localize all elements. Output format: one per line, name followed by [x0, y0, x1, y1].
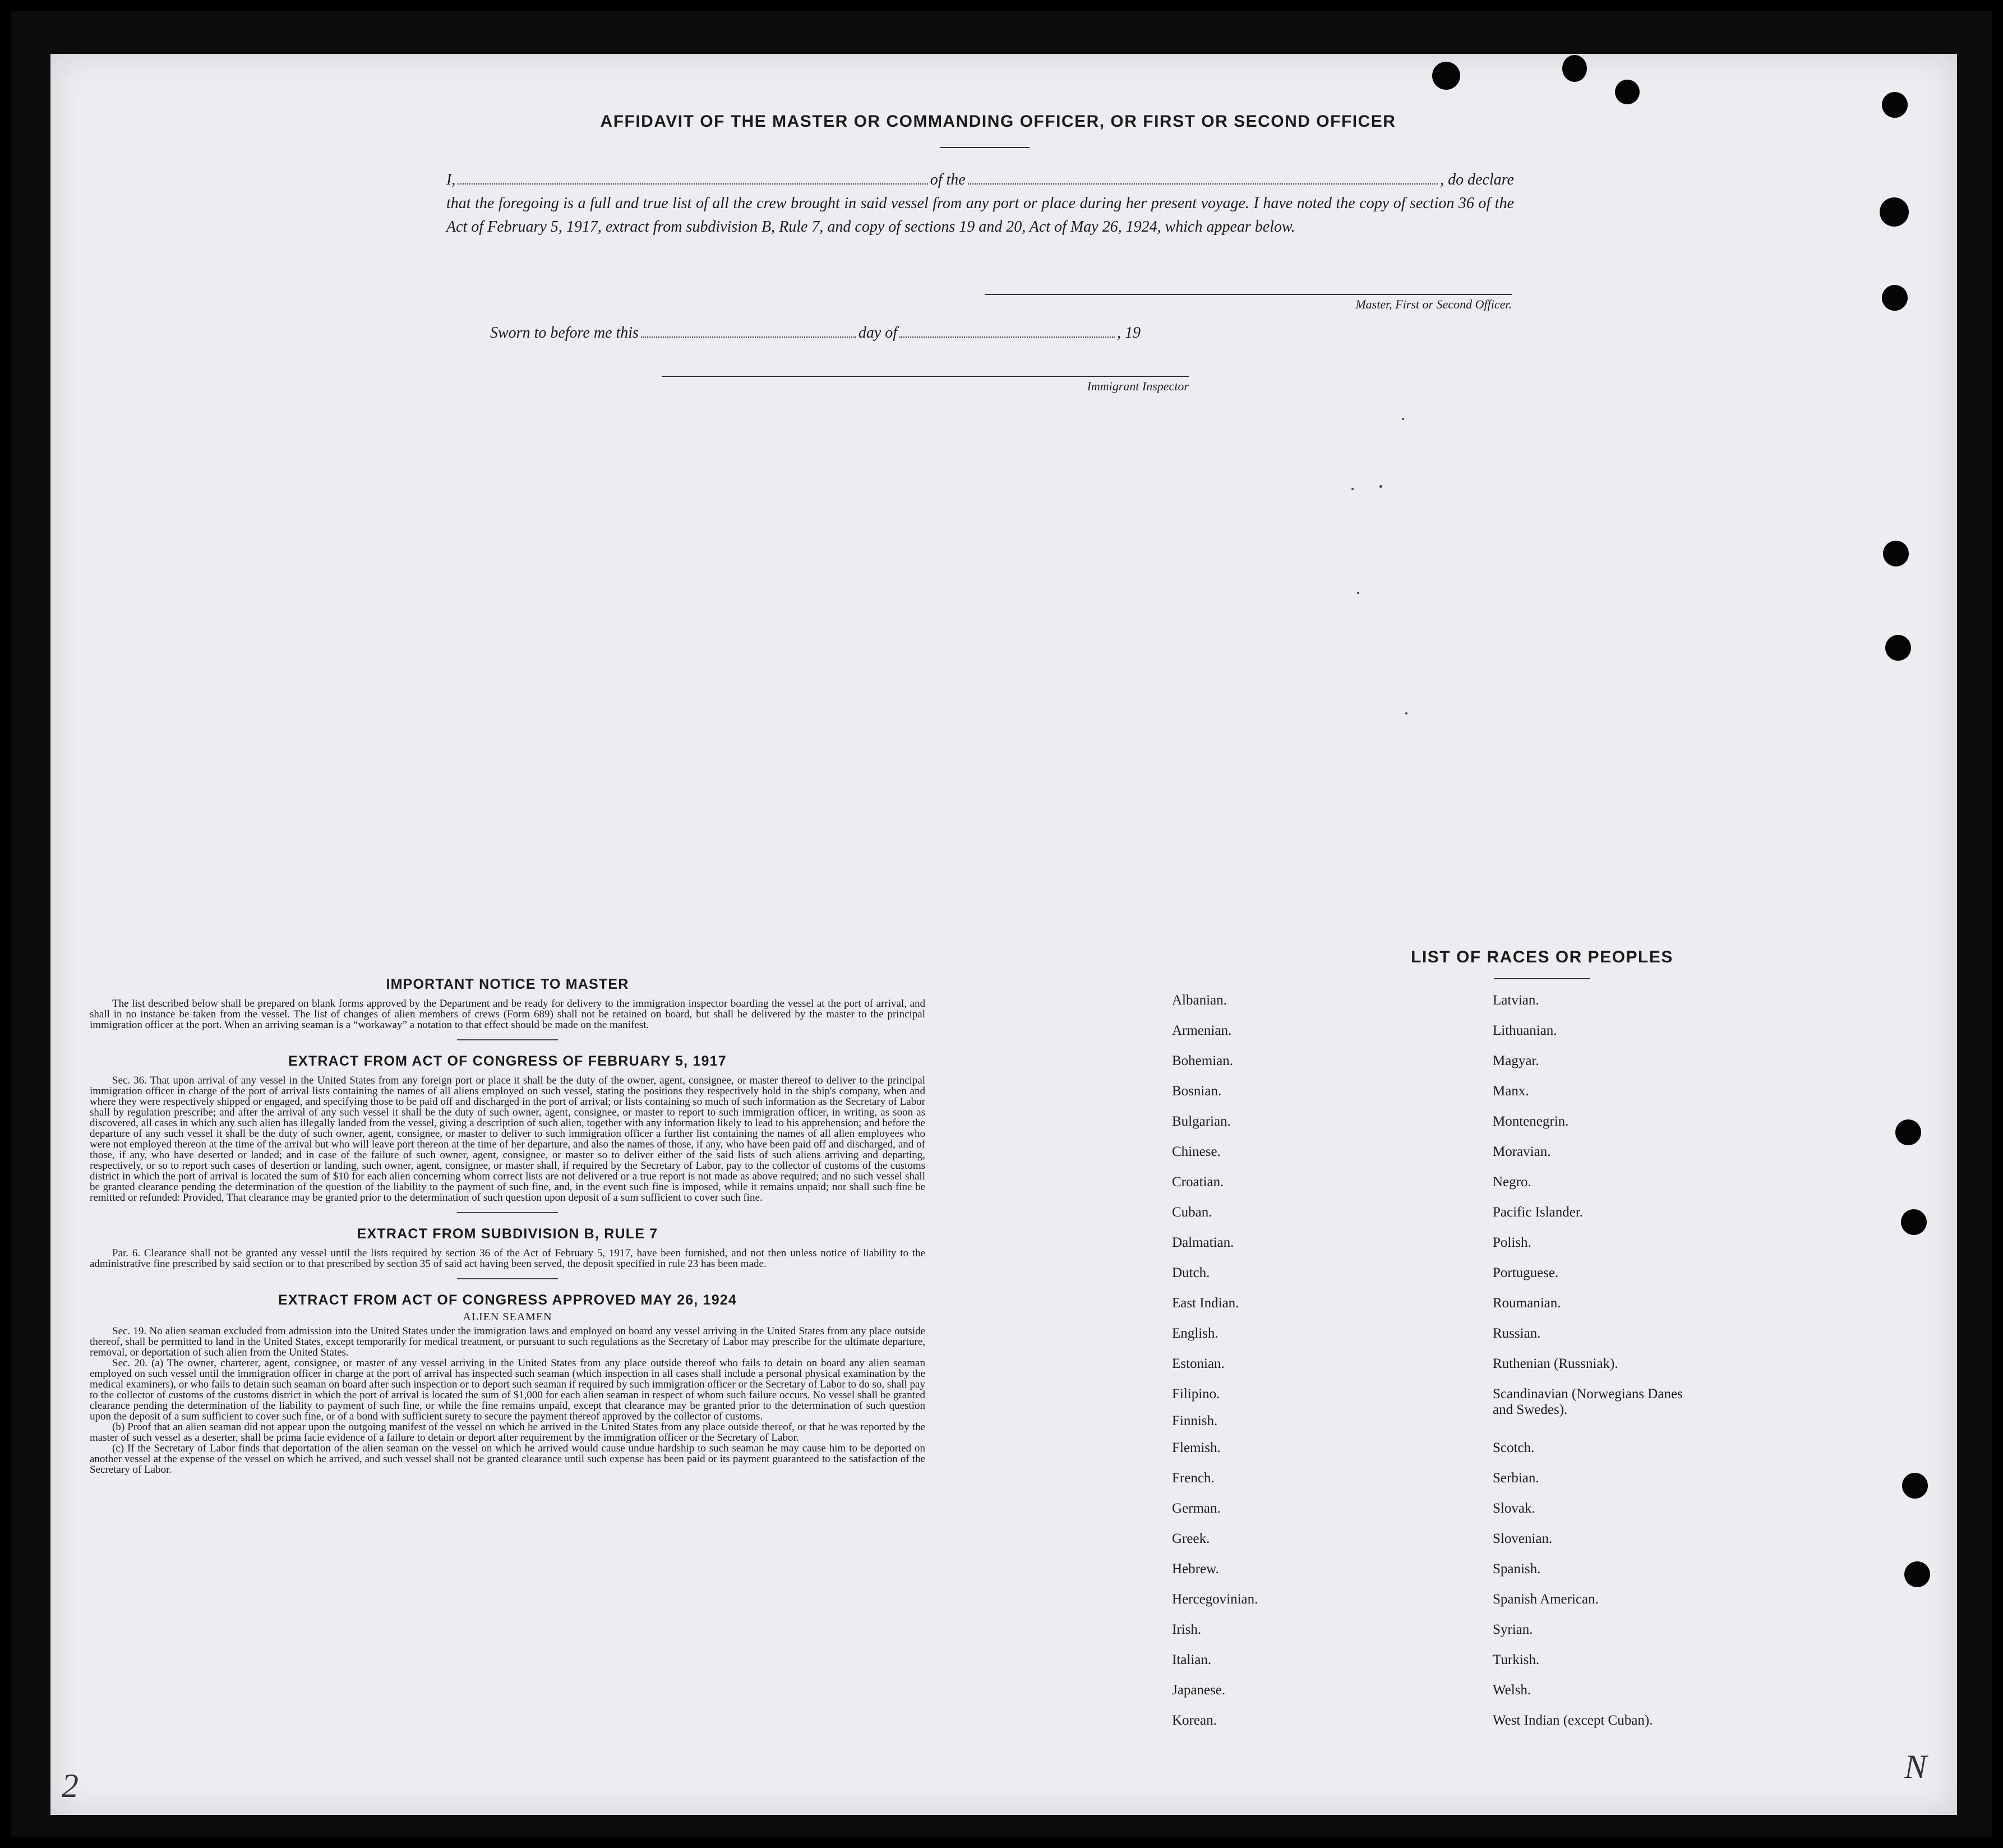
- race-item: Croatian.: [1172, 1174, 1224, 1190]
- inspector-signature-line[interactable]: [662, 376, 1189, 377]
- vessel-name-field[interactable]: [968, 171, 1438, 185]
- punch-hole: [1880, 197, 1909, 227]
- race-item: Flemish.: [1172, 1440, 1221, 1455]
- inspector-signature-caption: Immigrant Inspector: [1087, 379, 1189, 393]
- punch-hole: [1904, 1561, 1930, 1587]
- affidavit-statement: that the foregoing is a full and true list of all the crew brought in said vessel from any port or place during her present voyage. I have noted the copy of section 36 of the Act of February 5, 1917, extract from subdivision B, Rule 7, and copy of sections 19 and 20, Act of May 26, 1924, which appear below.: [446, 195, 1514, 236]
- race-item: Bosnian.: [1172, 1084, 1222, 1099]
- punch-hole: [1615, 80, 1640, 104]
- sworn-day-field[interactable]: [641, 324, 856, 338]
- race-item: Hebrew.: [1172, 1561, 1219, 1577]
- race-item: Hercegovinian.: [1172, 1592, 1258, 1607]
- ink-speck: [1357, 592, 1359, 594]
- affidavit-body: [446, 168, 1514, 239]
- notices-column: [90, 976, 925, 1475]
- race-item: Latvian.: [1493, 993, 1539, 1008]
- handwritten-page-number: 2: [62, 1767, 79, 1804]
- section-divider: [457, 1039, 558, 1040]
- notice-title: IMPORTANT NOTICE TO MASTER: [386, 976, 629, 992]
- handwritten-mark: N: [1904, 1748, 1927, 1785]
- declare-label: , do declare: [1440, 171, 1514, 188]
- race-item: Ruthenian (Russniak).: [1493, 1356, 1618, 1371]
- section-divider: [457, 1278, 558, 1279]
- extract-1924-title: EXTRACT FROM ACT OF CONGRESS APPROVED MAY 26, 1924: [278, 1292, 737, 1308]
- race-item: East Indian.: [1172, 1296, 1239, 1311]
- races-right-column: [1493, 993, 1807, 1739]
- extract-1917-text: Sec. 36. That upon arrival of any vessel in the United States from any foreign port or place it shall be the duty of the owner, agent, consignee, or master thereof to deliver to the principal immigration officer in charge of the port of arrival lists containing the names of all aliens employed on such vessel, stating the positions they respectively hold in the ship's company, when and where they were respectively shipped or engaged, and specifying those to be paid off and discharged in the port of arrival; or lists containing so much of such information as the Secretary of Labor shall by regulation prescribe; and after the arrival of any such vessel it shall be the duty of such owner, agent, consignee, or master to report to such immigration officer, in writing, as soon as discovered, all cases in which any such alien has illegally landed from the vessel, giving a description of such alien, together with any information likely to lead to his apprehension; and before the departure of any such vessel it shall be the duty of such owner, agent, consignee, or master to deliver to such immigration officer a further list containing the names of all alien employees who were not employed thereon at the time of the arrival but who will leave port thereon at the time of her departure, and also the names of those, if any, who have been paid off and discharged, and of those, if any, who have deserted or landed; and in case of the failure of such owner, agent, consignee, or master so to deliver either of the said lists of such aliens arriving and departing, respectively, or so to report such cases of desertion or landing, such owner, agent, consignee, or master shall, if required by the Secretary of Labor, pay to the collector of customs of the customs district in which the port of arrival is located the sum of $10 for each alien concerning whom correct lists are not delivered or a true report is not made as above required; and no such vessel shall be granted clearance pending the determination of the question of the liability to the payment of such fine, and, in the event such fine is imposed, while it remains unpaid; nor shall such fine be remitted or refunded: Provided, That clearance may be granted prior to the determination of such question upon deposit of a sum sufficient to cover such fine.: [90, 1075, 925, 1204]
- extract-rule7-title: EXTRACT FROM SUBDIVISION B, RULE 7: [357, 1226, 658, 1242]
- notice-text: The list described below shall be prepared on blank forms approved by the Department and be ready for delivery to the immigration inspector boarding the vessel at the port of arrival, and shall in no instance be taken from the vessel. The list of changes of alien members of crews (Form 689) shall not be retained on board, but shall be delivered by the master to the principal immigration officer at the port. When an arriving seaman is a “workaway” a notation to that effect should be made on the manifest.: [90, 998, 925, 1031]
- extract-1924-sec20a: Sec. 20. (a) The owner, charterer, agent, consignee, or master of any vessel arriving in the United States from any place outside thereof who fails to detain on board any alien seaman employed on such vessel until the immigration officer in charge at the port of arrival has inspected such seaman (which inspection in all cases shall include a personal physical examination by the medical examiners), or who fails to detain such seaman on board after such inspection or to deport such seaman if required by such immigration officer or the Secretary of Labor to do so, shall pay to the collector of customs of the customs district in which the port of arrival is located the sum of $1,000 for each alien seaman in respect of whom such failure occurs. No vessel shall be granted clearance pending the determination of the liability to payment of such fine, or while the fine remains unpaid, except that clearance may be granted prior to the determination of such question upon the deposit of a sum sufficient to cover such fine, or of a bond with sufficient surety to secure the payment thereof approved by the collector of customs.: [90, 1357, 925, 1422]
- race-item: Slovak.: [1493, 1501, 1535, 1516]
- section-divider: [457, 1212, 558, 1213]
- race-item: Serbian.: [1493, 1471, 1539, 1486]
- race-item: Finnish.: [1172, 1413, 1218, 1428]
- affidavit-declaration-line: [446, 168, 1514, 192]
- race-item: German.: [1172, 1501, 1221, 1516]
- vessel-label: of the: [930, 171, 966, 188]
- race-item: Moravian.: [1493, 1144, 1551, 1159]
- race-item: Polish.: [1493, 1235, 1531, 1250]
- race-item: Spanish American.: [1493, 1592, 1599, 1607]
- extract-rule7-text: Par. 6. Clearance shall not be granted any vessel until the lists required by section 36 of the Act of February 5, 1917, have been furnished, and not then unless notice of liability to the administrative fine prescribed by said section or to that prescribed by section 35 of said act having been served, the deposit specified in rule 23 has been made.: [90, 1247, 925, 1270]
- sworn-label: Sworn to before me this: [490, 324, 639, 342]
- extract-1924-sec20c: (c) If the Secretary of Labor finds that deportation of the alien seaman on the vessel on which he arrived would cause undue hardship to such seaman he may cause him to be deported on another vessel at the expense of the vessel on which he arrived, and such vessel shall not be granted clearance until such expense has been paid or its payment guaranteed to the satisfaction of the Secretary of Labor.: [90, 1443, 925, 1476]
- officer-signature-caption: Master, First or Second Officer.: [1355, 297, 1512, 311]
- punch-hole: [1902, 1473, 1928, 1499]
- title-rule: [940, 147, 1030, 148]
- punch-hole: [1895, 1119, 1921, 1145]
- race-item: Pacific Islander.: [1493, 1205, 1584, 1220]
- race-item: Bulgarian.: [1172, 1114, 1231, 1129]
- race-item: Scandinavian (Norwegians Danes and Swedes).: [1493, 1386, 1683, 1417]
- races-title: LIST OF RACES OR PEOPLES: [1411, 948, 1673, 966]
- race-item: Chinese.: [1172, 1144, 1221, 1159]
- punch-hole: [1885, 635, 1911, 661]
- race-item: Greek.: [1172, 1531, 1210, 1546]
- race-item: Welsh.: [1493, 1683, 1531, 1698]
- race-item: Filipino.: [1172, 1386, 1220, 1402]
- ink-speck: [1351, 488, 1354, 490]
- race-item: Russian.: [1493, 1326, 1541, 1341]
- punch-hole: [1882, 92, 1908, 118]
- sworn-month-field[interactable]: [899, 324, 1115, 338]
- race-item: Estonian.: [1172, 1356, 1225, 1371]
- race-item: Spanish.: [1493, 1561, 1541, 1577]
- race-item: Bohemian.: [1172, 1053, 1234, 1068]
- race-item: West Indian (except Cuban).: [1493, 1713, 1653, 1728]
- extract-1924-sec19: Sec. 19. No alien seaman excluded from admission into the United States under the immigration laws and employed on board any vessel arriving in the United States from any place outside thereof, shall be permitted to land in the United States, except temporarily for medical treatment, or pursuant to such regulations as the Secretary of Labor may prescribe for the ultimate departure, removal, or deportation of such alien from the United States.: [90, 1325, 925, 1358]
- race-item: Portuguese.: [1493, 1265, 1559, 1280]
- punch-hole: [1562, 55, 1587, 82]
- punch-hole: [1432, 62, 1460, 90]
- race-item: Manx.: [1493, 1084, 1529, 1099]
- ink-speck: [1405, 712, 1407, 715]
- race-item: English.: [1172, 1326, 1219, 1341]
- race-item: Turkish.: [1493, 1652, 1540, 1667]
- ink-speck: [1379, 485, 1382, 488]
- race-item: Slovenian.: [1493, 1531, 1553, 1546]
- race-item: Italian.: [1172, 1652, 1212, 1667]
- sworn-line: [490, 324, 1141, 342]
- declarant-label: I,: [446, 171, 456, 188]
- races-title-rule: [1494, 978, 1590, 979]
- race-item: Montenegrin.: [1493, 1114, 1569, 1129]
- extract-1917-title: EXTRACT FROM ACT OF CONGRESS OF FEBRUARY 5, 1917: [288, 1053, 727, 1069]
- race-item: Korean.: [1172, 1713, 1217, 1728]
- race-item: Roumanian.: [1493, 1296, 1561, 1311]
- extract-1924-subtitle: ALIEN SEAMEN: [463, 1311, 552, 1323]
- race-item: Scotch.: [1493, 1440, 1535, 1455]
- race-item: Albanian.: [1172, 993, 1227, 1008]
- affidavit-title: AFFIDAVIT OF THE MASTER OR COMMANDING OFFICER, OR FIRST OR SECOND OFFICER: [600, 112, 1396, 131]
- extract-1924-sec20b: (b) Proof that an alien seaman did not appear upon the outgoing manifest of the vessel on which he arrived in the United States from any place outside thereof, or that he was reported by the master of such vessel as a deserter, shall be prima facie evidence of a failure to detain or deport after requirement by the immigration officer or the Secretary of Labor.: [90, 1421, 925, 1444]
- ink-speck: [1402, 418, 1404, 420]
- year-label: , 19: [1117, 324, 1141, 342]
- race-item: Dutch.: [1172, 1265, 1210, 1280]
- race-item: Cuban.: [1172, 1205, 1212, 1220]
- race-item: Irish.: [1172, 1622, 1202, 1637]
- punch-hole: [1882, 285, 1908, 311]
- punch-hole: [1901, 1209, 1927, 1235]
- race-item: Dalmatian.: [1172, 1235, 1234, 1250]
- race-item: Armenian.: [1172, 1023, 1232, 1038]
- race-item: Lithuanian.: [1493, 1023, 1557, 1038]
- day-of-label: day of: [858, 324, 898, 342]
- race-item: Japanese.: [1172, 1683, 1226, 1698]
- punch-hole: [1883, 541, 1909, 566]
- race-item: Syrian.: [1493, 1622, 1533, 1637]
- race-item: French.: [1172, 1471, 1215, 1486]
- race-item: Magyar.: [1493, 1053, 1539, 1068]
- races-left-column: [1172, 993, 1452, 1739]
- race-item: Negro.: [1493, 1174, 1531, 1190]
- officer-signature-line[interactable]: [985, 294, 1512, 295]
- declarant-name-field[interactable]: [458, 171, 927, 185]
